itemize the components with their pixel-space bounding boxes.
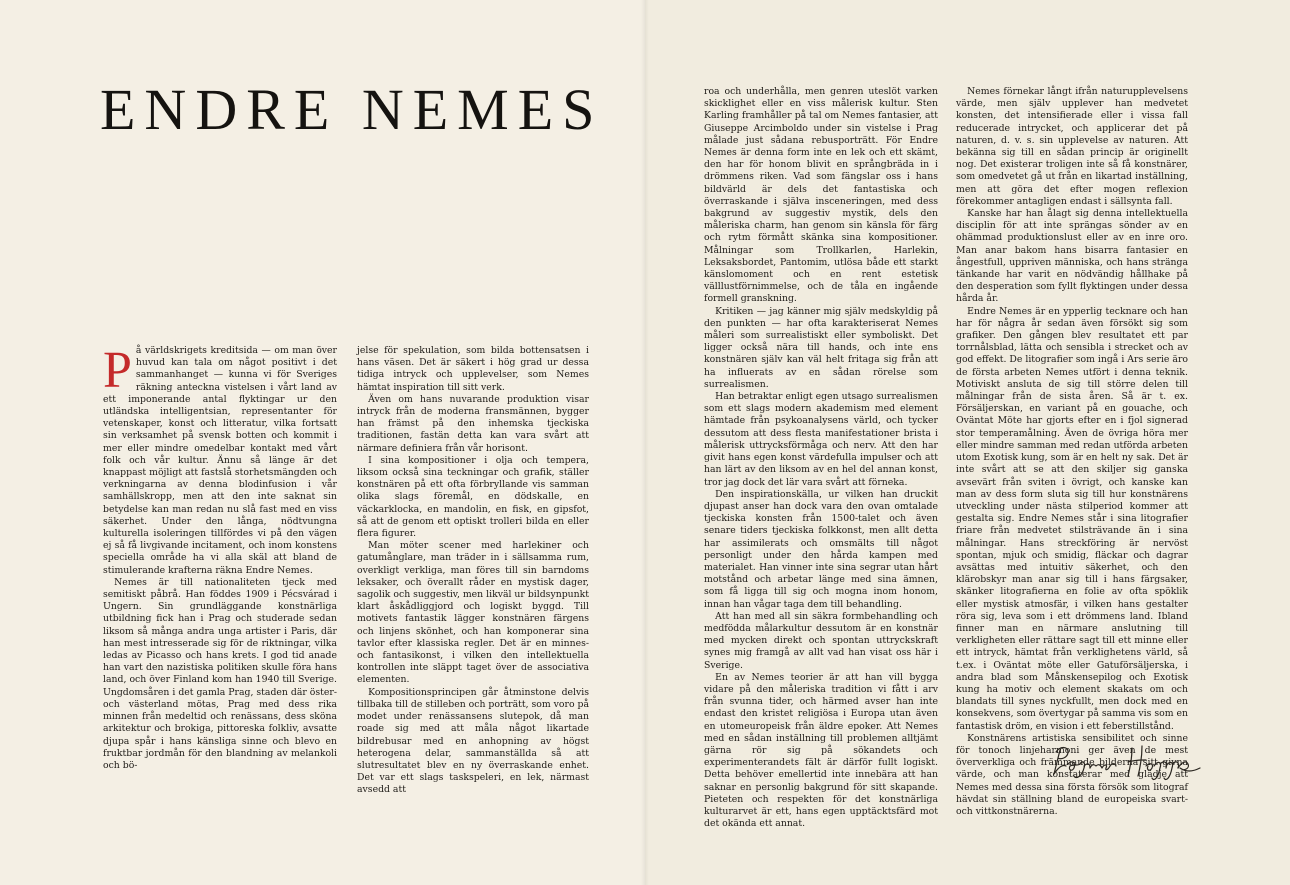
book-gutter xyxy=(641,0,649,885)
text-column-4 xyxy=(956,86,1188,817)
text-column-2 xyxy=(357,345,589,796)
paragraph: Nemes är till nationaliteten tjeck med semitiskt påbrå. Han föddes 1909 i Pécsvárad i Ungern. Sin grundläggande konstnärliga utbildning fick han i Prag och studerade sedan liksom så många andra unga artister i Paris, där han mest intresserade sig för de riktningar, vilka ledas av Picasso och hans krets. I god tid anade han vart den nazistiska politiken skulle föra hans land, och över Finland kom han 1940 till Sverige. Ungdomsåren i det gamla Prag, staden där öster- och västerland mötas, Prag med dess rika minnen från medeltid och renässans, dess sköna arkitektur och brokiga, pittoreska folkliv, avsatte djupa spår i hans känsliga sinne och blevo en fruktbar jordmån för den blandning av melankoli och bö- xyxy=(103,576,337,771)
drop-cap: P xyxy=(103,342,132,399)
paragraph: Att han med all sin säkra formbehandling och medfödda målarkultur dessutom är en konstnär med mycken direkt och spontan uttryckskraft synes mig framgå av allt vad han visat oss här i Sverige. xyxy=(704,610,938,671)
paragraph: Den inspirationskälla, ur vilken han druckit djupast anser han dock vara den ovan omtalade tjeckiska konsten från 1500-talet och även senare tiders tjeckiska folkkonst, men allt detta har assimilerats och omsmälts till något personligt under den hårda kampen med materialet. Han vinner inte sina segrar utan hårt motstånd och arbetar länge med sina ämnen, som få ligga till sig och mogna inom honom, innan han vågar taga dem till behandling. xyxy=(704,488,938,610)
text-column-3 xyxy=(704,86,938,830)
paragraph: Kritiken — jag känner mig själv medskyldig på den punkten — har ofta karakteriserat Nemes måleri som surrealistiskt eller symboliskt. Det ligger också nära till hands, och inte ens konstnären själv kan väl helt fritaga sig från att ha influerats av en sådan rörelse som surrealismen. xyxy=(704,305,938,390)
paragraph: Han betraktar enligt egen utsago surrealismen som ett slags modern akademism med element hämtade från psykoanalysens värld, och tycker dessutom att dess flesta manifestationer brista i målerisk uttrycksförmåga och nerv. Att den har givit hans egen konst värdefulla impulser och att han lärt av den liksom av en hel del annan konst, tror jag dock det lär vara svårt att förneka. xyxy=(704,391,938,488)
paragraph: I sina kompositioner i olja och tempera, liksom också sina teckningar och grafik, ställer konstnären på ett ofta förbryllande vis samman olika slags föremål, en dödskalle, en väckarklocka, en mandolin, en fisk, en gipsfot, så att de genom ett optiskt trolleri bilda en eller flera figurer. xyxy=(357,454,589,540)
paragraph: Kanske har han ålagt sig denna intellektuella disciplin för att inte sprängas sönder av en ohämmad produktionslust eller av en inre oro. Man anar bakom hans bisarra fantasier en ångestfull, uppriven människa, och hans stränga tänkande har varit en nödvändig hållhake på den desperation som fyllt flyktingen under dessa hårda år. xyxy=(956,208,1188,305)
paragraph: Konstnärens artistiska sensibilitet och sinne för tonoch linjeharmoni ger även de mest öververkliga och främmande bilderna sitt givna värde, och man konstaterar med glädje att Nemes med dessa sina första försök som litograf hävdat sin ställning bland de europeiska svart- och vittkonstnärerna. xyxy=(956,732,1188,817)
paragraph: På världskrigets kreditsida — om man över huvud kan tala om något positivt i det sammanhanget — kunna vi för Sveriges räkning anteckna vistelsen i vårt land av ett imponerande antal flyktingar ur den utländska intelligentsian, representanter för vetenskaper, konst och litteratur, vilka fortsatt sin verksamhet på svensk botten och kommit i mer eller mindre omedelbar kontakt med vårt folk och vår kultur. Ännu så länge är det knappast möjligt att fastslå storhetsmängden och verkningarna av denna blodinfusion i vår samhällskropp, men att den inte saknat sin betydelse kan man redan nu slå fast med en viss säkerhet. Under den långa, nödtvungna kulturella isoleringen tillfördes vi på den vägen ej så få livgivande incitament, och inom konstens speciella område ha vi alla skäl att bland de stimulerande krafterna räkna Endre Nemes. xyxy=(103,342,337,576)
paragraph: Endre Nemes är en ypperlig tecknare och han har för några år sedan även försökt sig som grafiker. Den gången blev resultatet ett par torrnålsblad, lätta och sensibla i strecket och av god effekt. De litografier som ingå i Ars serie äro de första arbeten Nemes utfört i denna teknik. Motiviskt ansluta de sig till större delen till målningar från de sista åren. Så är t. ex. Försäljerskan, en variant på en gouache, och Oväntat Möte har gjorts efter en i fjol signerad stor temperamålning. Även de övriga höra mer eller mindre samman med redan utförda arbeten utom Exotisk kung, som är en helt ny sak. Det är inte svårt att se att den skiljer sig ganska avsevärt från sviten i övrigt, och kanske kan man av dess form sluta sig till hur konstnärens utveckling under nästa stilperiod kommer att gestalta sig. Endre Nemes står i sina litografier friare från medvetet stilsträvande än i sina målningar. Hans streckföring är nervöst spontan, mjuk och smidig, fläckar och dagrar avsättas med intuitiv säkerhet, och den klärobskyr man anar sig till i hans färgsaker, skänker litografierna en folie av ofta spöklik eller mystisk atmosfär, i vilken hans gestalter röra sig, leva som i ett drömmens land. Ibland finner man en närmare anslutning till verkligheten eller rättare sagt till ett minne eller ett intryck, hämtat från verklighetens värld, så t.ex. i Oväntat möte eller Gatuförsäljerska, i andra blad som Månskensepilog och Exotisk kung ha motiv och element skakats om och blandats till synes nyckfullt, men dock med en konsekvens, som övertygar på samma vis som en fantastisk dröm, en vision i ett feberstillstånd. xyxy=(956,305,1188,732)
paragraph: Nemes förnekar långt ifrån naturupplevelsens värde, men själv upplever han medvetet konsten, det intensifierade eller i vissa fall reducerade intrycket, och applicerar det på naturen, d. v. s. sin upplevelse av naturen. Att bekänna sig till en sådan princip är originellt nog. Det existerar troligen inte så få konstnärer, som omedvetet gå ut från en likartad inställning, men att göra det efter mogen reflexion förekommer antagligen endast i sällsynta fall. xyxy=(956,86,1188,207)
paragraph: jelse för spekulation, som bilda bottensatsen i hans väsen. Det är säkert i hög grad ur dessa tidiga intryck och upplevelser, som Nemes hämtat inspiration till sitt verk. xyxy=(357,345,589,393)
paragraph: roa och underhålla, men genren uteslöt varken skicklighet eller en viss målerisk kultur. Sten Karling framhåller på tal om Nemes fantasier, att Giuseppe Arcimboldo under sin vistelse i Prag målade just sådana rebusporträtt. För Endre Nemes är denna form inte en lek och ett skämt, den har för honom blivit en språngbräda in i drömmens riken. Vad som fängslar oss i hans bildvärld är dels det fantastiska och överraskande i själva insceneringen, med dess bakgrund av suggestiv mystik, dels den måleriska charm, han genom sin känsla för färg och rytm förmått skänka sina kompositioner. Målningar som Trollkarlen, Harlekin, Leksaksbordet, Pantomim, utlösa både ett starkt känslomoment och en rent estetisk välllustförnimmelse, och de tåla en ingående formell granskning. xyxy=(704,86,938,305)
paragraph: Även om hans nuvarande produktion visar intryck från de moderna fransmännen, bygger han främst på den inhemska tjeckiska traditionen, fastän detta kan vara svårt att närmare definiera från vår horisont. xyxy=(357,393,589,454)
author-signature xyxy=(1050,738,1210,786)
text-column-1 xyxy=(103,342,337,771)
article-title: ENDRE NEMES xyxy=(100,77,604,142)
paragraph: En av Nemes teorier är att han vill bygga vidare på den måleriska tradition vi fått i arv från svunna tider, och härmed avser han inte endast den kristet religiösa i Europa utan även en utomeuropeisk från äldre epoker. Att Nemes med en sådan inställning till problemen alltjämt gärna rör sig på sökandets och experimenterandets fält är därför fullt logiskt. Detta behöver emellertid inte innebära att han saknar en personlig bakgrund för sitt skapande. Pieteten och respekten för det konstnärliga kulturarvet är ett, hans egen upptäcktsfärd mot det okända ett annat. xyxy=(704,671,938,830)
paragraph: Man möter scener med harlekiner och gatumånglare, man träder in i sällsamma rum, overkligt verkliga, man föres till sin barndoms leksaker, och överallt råder en mystisk dager, sagolik och suggestiv, men likväl ur bildsynpunkt klart åskådliggjord och logiskt byggd. Till motivets fantastik lägger konstnären färgens och linjens skönhet, och han komponerar sina tavlor efter klassiska regler. Det är en minnes- och fantasikonst, i vilken den intellektuella kontrollen inte släppt taget över de associativa elementen. xyxy=(357,540,589,686)
paragraph: Kompositionsprincipen går åtminstone delvis tillbaka till de stilleben och porträtt, som voro på modet under renässansens slutepok, då man roade sig med att måla något likartade bildrebusar med en anhopning av högst heterogena delar, sammanställda så att slutresultatet blev en ny överraskande enhet. Det var ett slags taskspeleri, en lek, närmast avsedd att xyxy=(357,686,589,796)
